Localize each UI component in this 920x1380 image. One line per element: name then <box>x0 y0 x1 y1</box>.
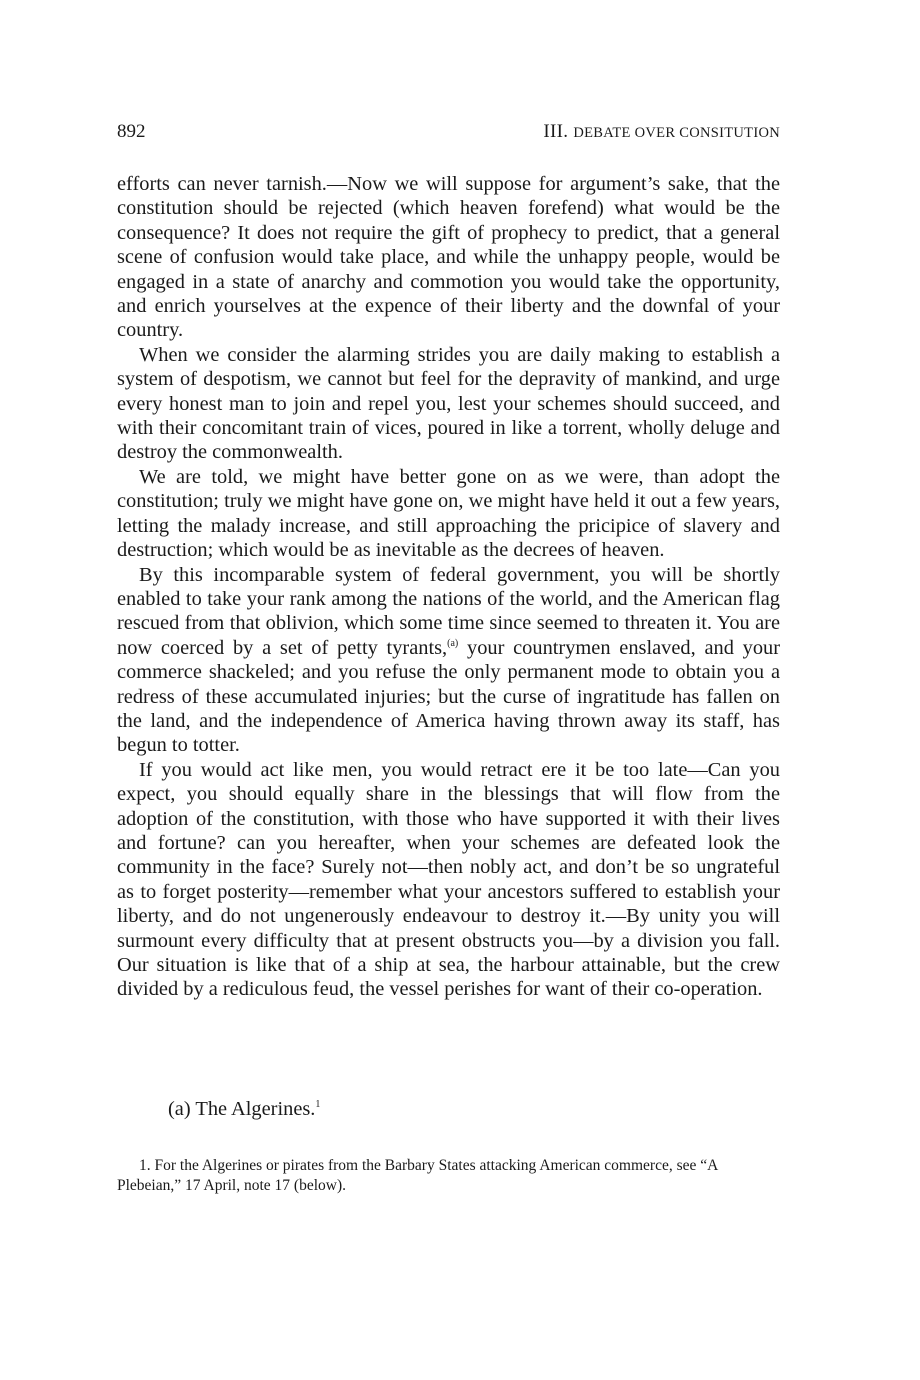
paragraph-4 <box>117 563 780 758</box>
footnote-reference-1: 1 <box>315 1099 321 1110</box>
note-reference-a: (a) <box>447 637 459 649</box>
body-text <box>117 172 780 1002</box>
footnotes <box>117 1156 780 1196</box>
running-head-title: DEBATE OVER CONSITUTION <box>573 125 780 141</box>
author-note-text: (a) The Algerines. <box>168 1098 316 1120</box>
paragraph-3: We are told, we might have better gone on as we were, than adopt the constitution; truly we might have gone on, we might have held it out a few years, letting the malady increase, and still approaching the pricipice of slavery and destruction; which would be as inevitable as the decrees of heaven. <box>117 465 780 562</box>
page-header <box>117 121 780 151</box>
footnote-1: 1. For the Algerines or pirates from the Barbary States attacking American commerce, see “A Plebeian,” 17 April, note 17 (below). <box>117 1157 718 1194</box>
paragraph-2: When we consider the alarming strides you are daily making to establish a system of despotism, we cannot but feel for the depravity of mankind, and urge every honest man to join and repel you, lest your schemes should succeed, and with their concomitant train of vices, poured in like a torrent, wholly deluge and destroy the commonwealth. <box>117 343 780 464</box>
paragraph-4-text-before: By this incomparable system of federal government, you will be shortly enabled to take your rank among the nations of the world, and the American flag rescued from that oblivion, which some time since seemed to threaten it. You are now coerced by a set of petty tyrants, <box>117 563 780 659</box>
page-number: 892 <box>117 121 146 142</box>
paragraph-1: efforts can never tarnish.—Now we will suppose for argument’s sake, that the constitution should be rejected (which heaven forefend) what would be the consequence? It does not require the gift of prophecy to predict, that a general scene of confusion would take place, and while the unhappy people, would be engaged in a state of anarchy and commotion you would take the opportunity, and enrich yourselves at the expence of their liberty and the downfal of your country. <box>117 173 780 342</box>
paragraph-4-text-after: your countrymen enslaved, and your commerce shackeled; and you refuse the only permanent mode to obtain you a redress of these accumulated injuries; but the curse of ingratitude has fallen on the land, and the independence of America having thrown away its staff, has begun to totter. <box>117 636 781 757</box>
author-note <box>168 1097 320 1121</box>
paragraph-5: If you would act like men, you would retract ere it be too late—Can you expect, you should equally share in the blessings that will flow from the adoption of the constitution, with those who have supported it with their lives and fortune? can you hereafter, when your schemes are defeated look the community in the face? Surely not—then nobly act, and don’t be so ungrateful as to forget posterity—remember what your ancestors suffered to establish your liberty, and do not ungenerously endeavour to destroy it.—By unity you will surmount every difficulty that at present obstructs you—by a division you fall. Our situation is like that of a ship at sea, the harbour attainable, but the crew divided by a rediculous feud, the vessel perishes for want of their co-operation. <box>117 758 780 1001</box>
running-head <box>543 121 780 143</box>
running-head-prefix: III. <box>543 121 574 142</box>
